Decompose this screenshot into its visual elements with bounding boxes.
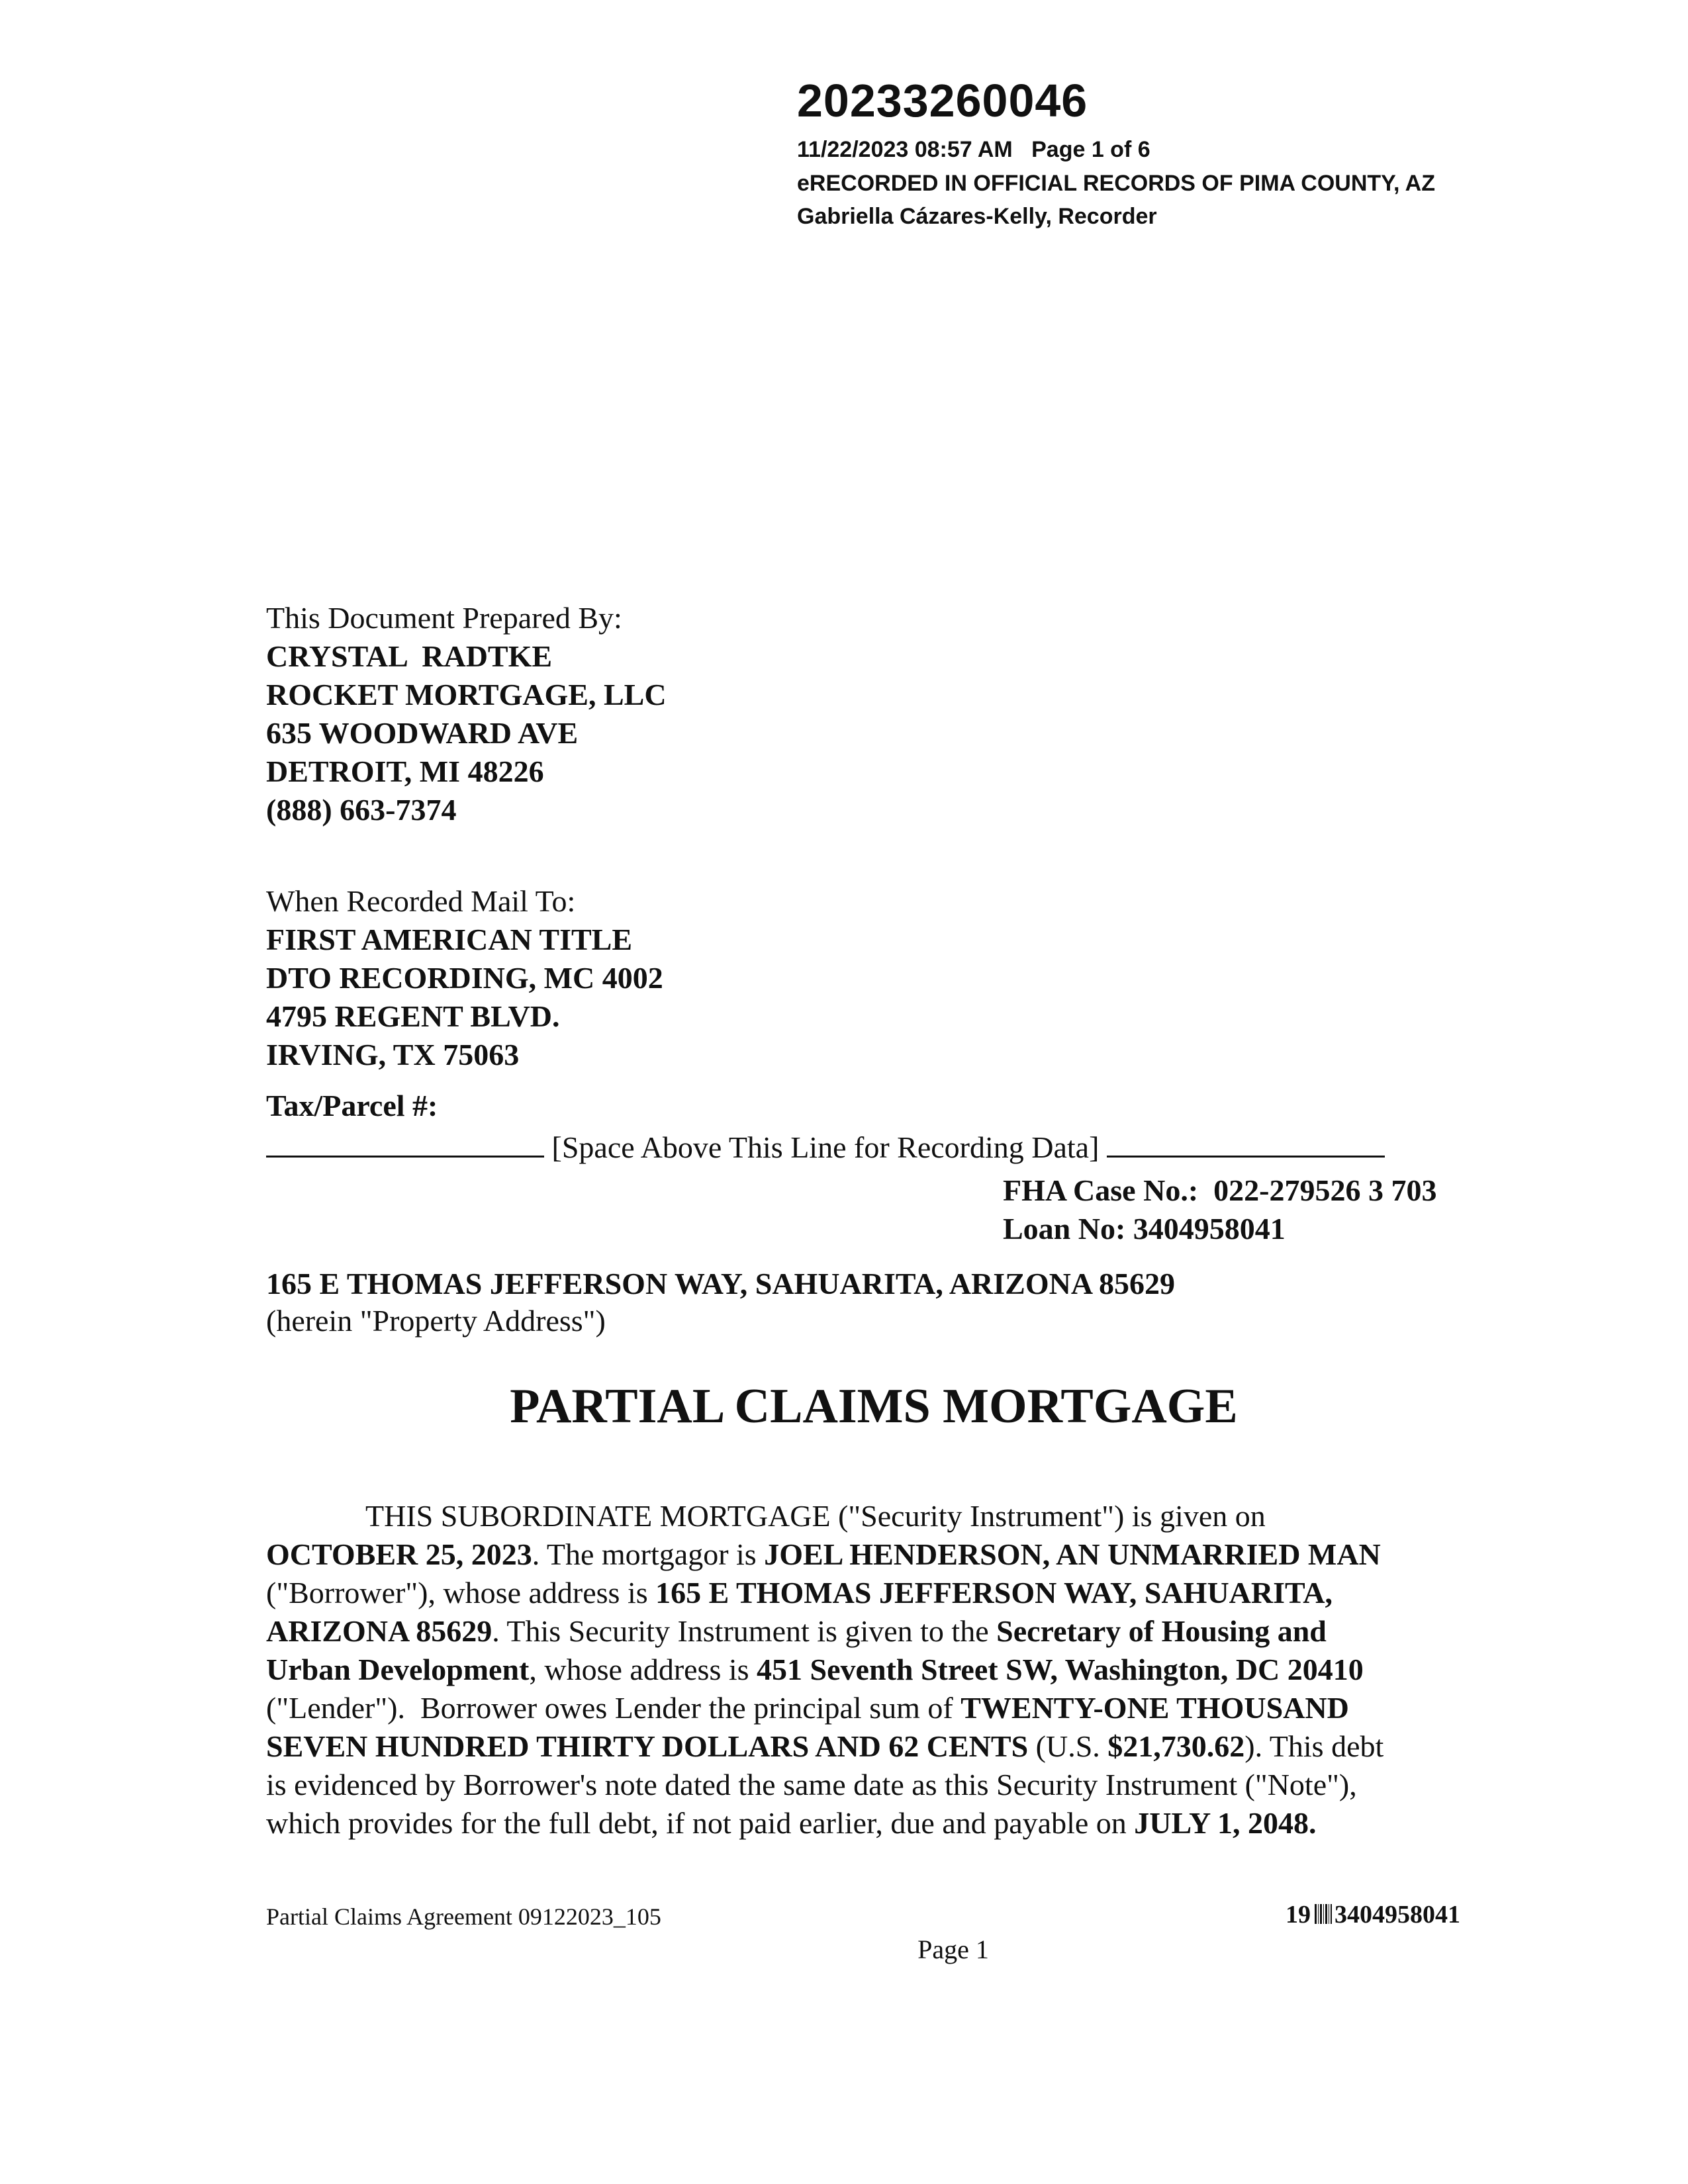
mail-to-line: IRVING, TX 75063 [266, 1038, 520, 1071]
recording-datetime: 11/22/2023 08:57 AM [797, 137, 1013, 162]
property-address: 165 E THOMAS JEFFERSON WAY, SAHUARITA, ARIZONA 85629 [266, 1267, 1176, 1300]
body-text: . This Security Instrument is given to the [492, 1614, 997, 1648]
prepared-by-line: DETROIT, MI 48226 [266, 754, 544, 788]
mail-to-label: When Recorded Mail To: [266, 884, 576, 918]
mortgage-body-paragraph [266, 1497, 1504, 1843]
recording-official: eRECORDED IN OFFICIAL RECORDS OF PIMA COUNTY, AZ [797, 171, 1436, 196]
footer-loan-id [1286, 1899, 1460, 1930]
fha-case-number: FHA Case No.: 022-279526 3 703 [1003, 1173, 1437, 1207]
recording-datetime-line [797, 135, 1150, 164]
body-line [266, 1535, 1504, 1574]
mail-to-line: 4795 REGENT BLVD. [266, 999, 560, 1033]
principal-amount: $21,730.62 [1107, 1729, 1245, 1763]
prepared-by-line: 635 WOODWARD AVE [266, 716, 579, 750]
mail-to-line: FIRST AMERICAN TITLE [266, 923, 633, 956]
body-text: ("Lender"). Borrower owes Lender the principal sum of [266, 1691, 961, 1725]
space-above-text: [Space Above This Line for Recording Data] [551, 1130, 1100, 1164]
borrower-address-cont: ARIZONA 85629 [266, 1614, 492, 1648]
prepared-by-label: This Document Prepared By: [266, 601, 622, 635]
property-address-note: (herein "Property Address") [266, 1304, 606, 1338]
lender-name-cont: Urban Development [266, 1653, 530, 1686]
mortgage-date: OCTOBER 25, 2023 [266, 1537, 532, 1571]
body-text: , whose address is [529, 1653, 757, 1686]
tax-parcel-label: Tax/Parcel #: [266, 1089, 438, 1122]
mail-to-block [266, 882, 663, 1074]
barcode-icon [1315, 1904, 1332, 1924]
body-text: (U.S. [1028, 1729, 1108, 1763]
recording-space-divider [266, 1126, 1385, 1167]
mail-to-line: DTO RECORDING, MC 4002 [266, 961, 663, 995]
prepared-by-line: CRYSTAL RADTKE [266, 639, 553, 673]
document-title: PARTIAL CLAIMS MORTGAGE [510, 1379, 1238, 1433]
recording-page-info: Page 1 of 6 [1031, 137, 1150, 162]
body-line [266, 1612, 1504, 1651]
prepared-by-line: ROCKET MORTGAGE, LLC [266, 678, 667, 711]
maturity-date: JULY 1, 2048 [1134, 1806, 1309, 1840]
mortgagor-name: JOEL HENDERSON, AN UNMARRIED MAN [764, 1537, 1381, 1571]
recording-number: 20233260046 [797, 75, 1088, 126]
lender-address: 451 Seventh Street SW, Washington, DC 20410 [757, 1653, 1364, 1686]
body-text: . The mortgagor is [532, 1537, 765, 1571]
body-line: is evidenced by Borrower's note dated the same date as this Security Instrument ("Note"), [266, 1768, 1357, 1801]
footer-loan-number: 3404958041 [1335, 1901, 1460, 1929]
lender-name: Secretary of Housing and [996, 1614, 1327, 1648]
body-line [266, 1574, 1504, 1612]
body-text: which provides for the full debt, if not paid earlier, due and payable on [266, 1806, 1135, 1840]
body-line [266, 1727, 1504, 1766]
recording-recorder: Gabriella Cázares-Kelly, Recorder [797, 204, 1157, 229]
footer-prefix: 19 [1286, 1901, 1311, 1929]
body-text: ). This debt [1244, 1729, 1384, 1763]
borrower-address: 165 E THOMAS JEFFERSON WAY, SAHUARITA, [655, 1576, 1333, 1610]
prepared-by-block [266, 599, 667, 829]
divider-line-left [266, 1126, 544, 1158]
body-line: THIS SUBORDINATE MORTGAGE ("Security Instrument") is given on [365, 1499, 1266, 1533]
body-line [266, 1804, 1504, 1843]
case-loan-block [1003, 1171, 1436, 1248]
body-text: ("Borrower"), whose address is [266, 1576, 656, 1610]
divider-line-right [1107, 1126, 1385, 1158]
body-line [266, 1651, 1504, 1689]
principal-words: TWENTY-ONE THOUSAND [961, 1691, 1349, 1725]
footer-form-id: Partial Claims Agreement 09122023_105 [266, 1903, 661, 1930]
prepared-by-line: (888) 663-7374 [266, 793, 457, 827]
loan-number: Loan No: 3404958041 [1003, 1212, 1286, 1246]
body-text: . [1309, 1806, 1317, 1840]
page-number: Page 1 [917, 1934, 989, 1964]
principal-words-cont: SEVEN HUNDRED THIRTY DOLLARS AND 62 CENTS [266, 1729, 1029, 1763]
body-line [266, 1689, 1504, 1727]
